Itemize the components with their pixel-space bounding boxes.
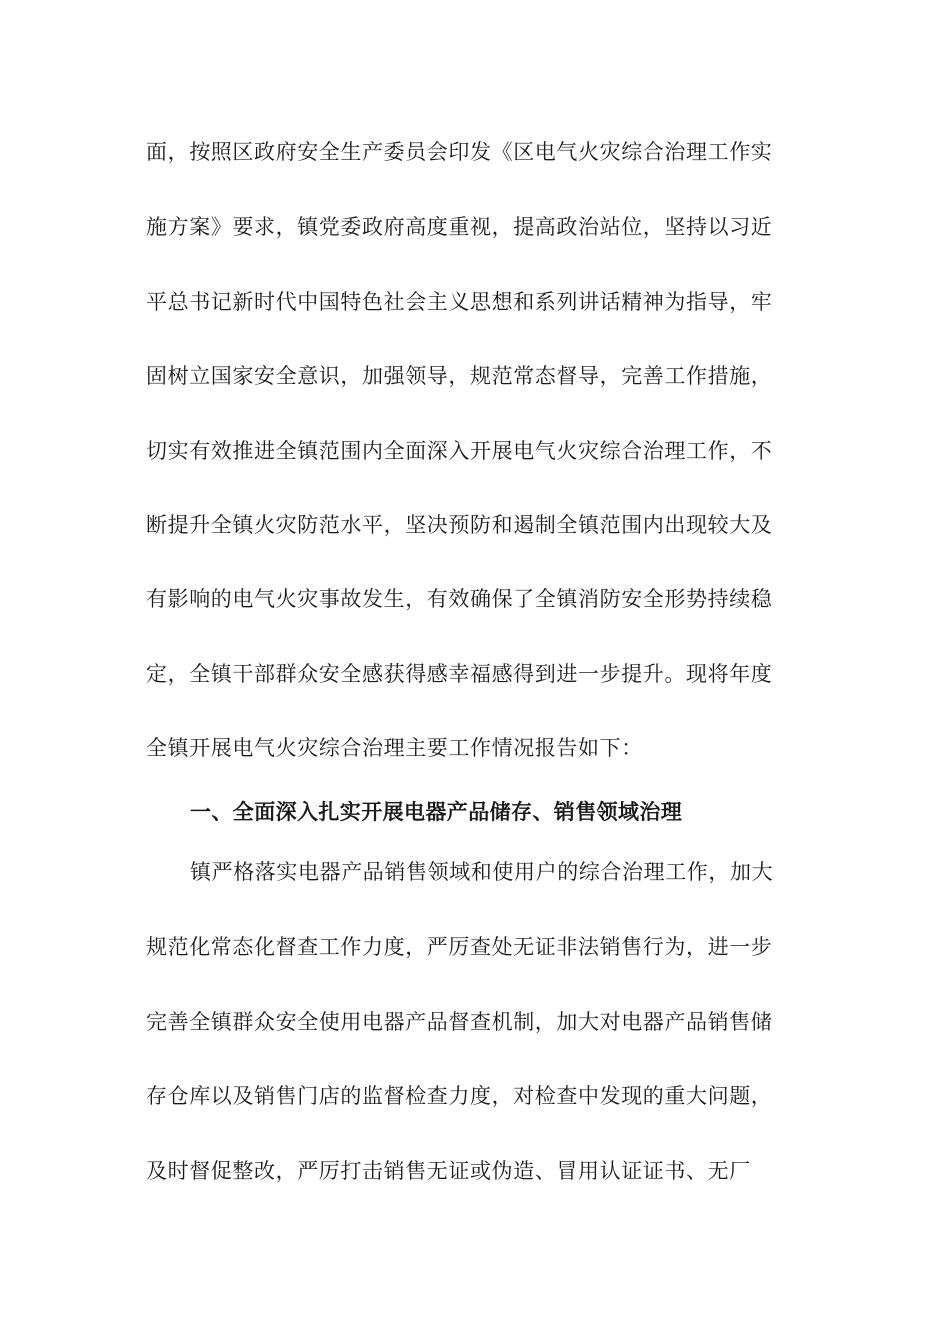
paragraph-1-line-4: 固树立国家安全意识，加强领导，规范常态督导，完善工作措施， <box>146 364 773 388</box>
paragraph-1-line-6: 断提升全镇火灾防范水平，坚决预防和遏制全镇范围内出现较大及 <box>146 513 773 537</box>
paragraph-1-line-3: 平总书记新时代中国特色社会主义思想和系列讲话精神为指导，牢 <box>146 290 773 314</box>
paragraph-1-line-2: 施方案》要求，镇党委政府高度重视，提高政治站位，坚持以习近 <box>146 215 773 239</box>
paragraph-2-line-3: 完善全镇群众安全使用电器产品督查机制，加大对电器产品销售储 <box>146 1010 773 1034</box>
paragraph-1-line-5: 切实有效推进全镇范围内全面深入开展电气火灾综合治理工作，不 <box>146 439 773 463</box>
paragraph-1-line-8: 定，全镇干部群众安全感获得感幸福感得到进一步提升。现将年度 <box>146 662 773 686</box>
paragraph-2-line-2: 规范化常态化督查工作力度，严厉查处无证非法销售行为，进一步 <box>146 935 773 959</box>
section-heading-1: 一、全面深入扎实开展电器产品储存、销售领域治理 <box>190 800 683 824</box>
paragraph-2-line-1: 镇严格落实电器产品销售领域和使用户的综合治理工作，加大 <box>190 860 774 884</box>
paragraph-1-line-9: 全镇开展电气火灾综合治理主要工作情况报告如下： <box>146 736 643 760</box>
paragraph-2-line-5: 及时督促整改，严厉打击销售无证或伪造、冒用认证证书、无厂 <box>146 1159 751 1183</box>
paragraph-1-line-1: 面，按照区政府安全生产委员会印发《区电气火灾综合治理工作实 <box>146 140 773 164</box>
paragraph-1-line-7: 有影响的电气火灾事故发生，有效确保了全镇消防安全形势持续稳 <box>146 587 773 611</box>
paragraph-2-line-4: 存仓库以及销售门店的监督检查力度，对检查中发现的重大问题， <box>146 1084 773 1108</box>
